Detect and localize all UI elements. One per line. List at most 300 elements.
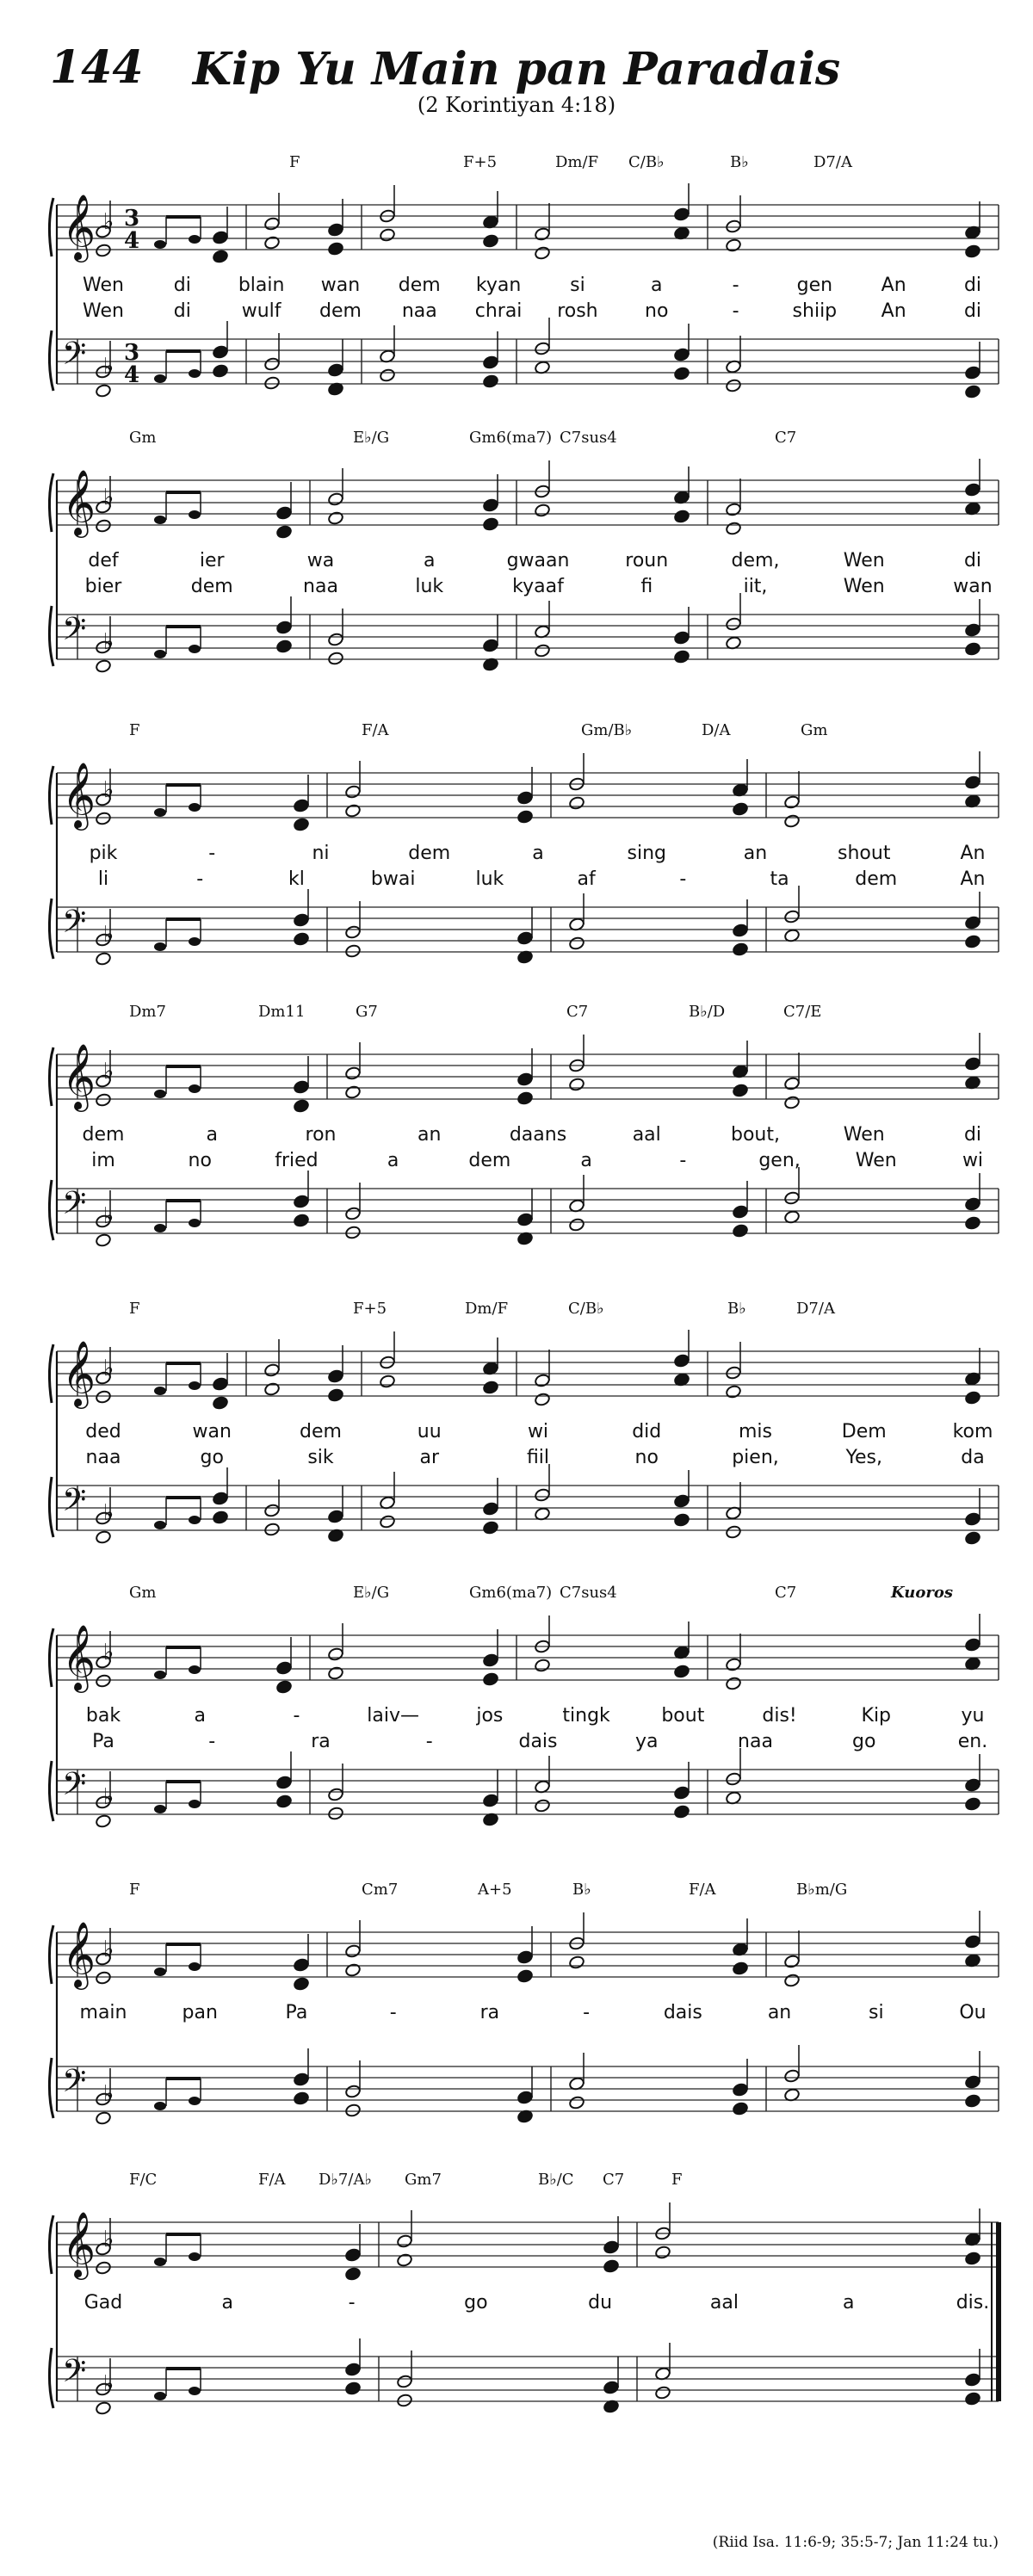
chord-symbol: C7 — [603, 2171, 625, 2189]
lyric-syllable: Dem — [841, 1421, 887, 1442]
key-signature-flat: ♭ — [103, 2227, 114, 2252]
note-head — [516, 2091, 533, 2105]
chord-symbol: C/B♭ — [568, 1300, 604, 1318]
note-head — [725, 522, 741, 536]
note-head — [725, 1677, 741, 1691]
lyric-syllable: dem — [855, 868, 898, 890]
note-head — [293, 799, 309, 813]
lyric-syllable: fiil — [526, 1447, 550, 1468]
lyric-syllable: af — [577, 868, 596, 890]
lyric-syllable: rosh — [557, 300, 598, 322]
note-head — [327, 1788, 343, 1802]
bass-clef: 𝄢 — [62, 1482, 87, 1526]
note-head — [154, 1224, 166, 1232]
note-head — [673, 1513, 690, 1528]
lyric-syllable: gen — [796, 275, 833, 296]
chord-symbol: Dm/F — [465, 1300, 509, 1318]
lyric-syllable: wa — [306, 550, 335, 571]
note-head — [603, 2381, 619, 2395]
treble-clef: 𝄞 — [62, 2211, 96, 2277]
note-head — [212, 1492, 228, 1506]
note-head — [783, 795, 800, 810]
note-head — [964, 1935, 980, 1949]
lyric-syllable: ded — [85, 1421, 121, 1442]
note-head — [673, 1494, 690, 1509]
chord-symbol: F/A — [362, 721, 389, 739]
note-head — [673, 1805, 690, 1819]
key-signature-flat: ♭ — [103, 1500, 114, 1526]
note-head — [95, 1093, 111, 1108]
lyric-syllable: - — [348, 2292, 356, 2313]
note-head — [725, 238, 741, 253]
note-head — [154, 942, 166, 951]
lyric-syllable: dem, — [731, 550, 780, 571]
note-head — [964, 385, 980, 399]
hymn-title: Kip Yu Main pan Paradais — [192, 43, 841, 96]
treble-clef: 𝄞 — [62, 1921, 96, 1987]
section-label: Kuoros — [891, 1584, 953, 1602]
lyric-syllable: dem — [190, 576, 233, 597]
note-head — [344, 2267, 361, 2282]
note-head — [732, 1084, 748, 1098]
note-head — [293, 1977, 309, 1992]
note-head — [189, 2252, 201, 2261]
note-head — [212, 1377, 228, 1392]
note-head — [964, 1638, 980, 1652]
lyric-syllable: Wen — [843, 550, 885, 571]
system-brace — [49, 1344, 53, 1403]
chord-symbol: Dm11 — [258, 1003, 306, 1021]
lyric-syllable: naa — [401, 300, 437, 322]
note-head — [964, 2373, 980, 2388]
system-brace — [49, 2058, 53, 2118]
system-brace — [49, 1925, 53, 1984]
note-head — [212, 364, 228, 379]
treble-clef: 𝄞 — [62, 194, 96, 260]
note-head — [327, 242, 343, 256]
lyric-syllable: blain — [238, 275, 285, 296]
lyric-syllable: wan — [320, 275, 361, 296]
note-head — [154, 2102, 166, 2110]
note-head — [783, 1974, 800, 1988]
note-head — [212, 250, 228, 264]
key-signature-flat: ♭ — [103, 1937, 114, 1962]
note-head — [516, 1091, 533, 1106]
system-brace — [49, 899, 53, 959]
score-system — [49, 2171, 999, 2415]
note-head — [293, 913, 309, 928]
note-head — [154, 1521, 166, 1529]
note-head — [189, 1381, 201, 1390]
lyric-syllable: Ou — [959, 2002, 987, 2023]
chord-symbol: Dm7 — [129, 1003, 166, 1021]
system-brace — [49, 1180, 53, 1240]
note-head — [673, 348, 690, 362]
chord-symbol: D♭7/A♭ — [319, 2171, 372, 2189]
note-head — [725, 503, 741, 517]
note-head — [327, 1807, 343, 1821]
note-head — [673, 1354, 690, 1368]
note-head — [783, 2069, 800, 2084]
lyric-syllable: no — [634, 1447, 659, 1468]
lyric-syllable: luk — [475, 868, 504, 890]
note-head — [212, 345, 228, 360]
lyric-syllable: bak — [85, 1705, 121, 1727]
lyric-syllable: a — [194, 1705, 206, 1727]
lyric-syllable: a — [532, 843, 544, 864]
note-head — [516, 791, 533, 806]
note-head — [673, 1665, 690, 1679]
key-signature-flat: ♭ — [103, 2081, 114, 2107]
lyric-syllable: laiv— — [367, 1705, 420, 1727]
lyric-syllable: - — [196, 868, 204, 890]
system-brace — [49, 606, 53, 666]
note-head — [293, 932, 309, 947]
lyric-syllable: dem — [398, 275, 441, 296]
key-signature-flat: ♭ — [103, 1203, 114, 1229]
note-head — [396, 2394, 412, 2408]
note-head — [673, 1786, 690, 1801]
lyric-syllable: Gad — [84, 2292, 123, 2313]
note-head — [275, 1776, 292, 1790]
note-head — [379, 368, 395, 383]
lyric-syllable: no — [188, 1150, 212, 1171]
chord-symbol: G7 — [356, 1003, 378, 1021]
lyric-syllable: Kip — [861, 1705, 892, 1727]
lyric-syllable: a — [206, 1124, 218, 1146]
note-head — [568, 2096, 585, 2110]
lyric-syllable: an — [418, 1124, 442, 1146]
note-head — [534, 1488, 550, 1503]
note-head — [964, 1531, 980, 1546]
note-head — [964, 623, 980, 638]
note-head — [189, 510, 201, 519]
treble-staff — [57, 2211, 999, 2280]
note-head — [964, 935, 980, 949]
lyric-syllable: dis. — [956, 2292, 990, 2313]
note-head — [534, 503, 550, 518]
lyric-syllable: gen, — [758, 1150, 801, 1171]
note-head — [732, 924, 748, 938]
note-head — [344, 1207, 361, 1221]
key-signature-flat: ♭ — [103, 1784, 114, 1810]
chord-symbol: Cm7 — [362, 1881, 399, 1899]
note-head — [95, 519, 111, 534]
note-head — [396, 2375, 412, 2389]
note-head — [964, 916, 980, 930]
note-head — [95, 1390, 111, 1405]
note-head — [293, 1958, 309, 1973]
lyric-syllable: di — [963, 1124, 982, 1146]
chord-symbol: F — [129, 1881, 140, 1899]
note-head — [293, 818, 309, 832]
lyric-syllable: wan — [953, 576, 993, 597]
lyric-syllable: di — [173, 300, 191, 322]
lyric-syllable: dis! — [762, 1705, 797, 1727]
chord-symbol: F — [129, 721, 140, 739]
note-head — [379, 1515, 395, 1529]
note-head — [275, 1795, 292, 1809]
note-head — [732, 1961, 748, 1976]
lyric-syllable: go — [200, 1447, 224, 1468]
lyric-syllable: naa — [85, 1447, 121, 1468]
note-head — [212, 231, 228, 245]
lyric-syllable: ta — [770, 868, 789, 890]
chord-symbol: D7/A — [813, 153, 852, 171]
lyric-syllable: iit, — [743, 576, 768, 597]
chord-symbol: F/A — [258, 2171, 286, 2189]
note-head — [725, 617, 741, 632]
lyric-syllable: luk — [415, 576, 444, 597]
lyric-syllable: gwaan — [506, 550, 570, 571]
score-system — [49, 429, 999, 673]
note-head — [275, 1661, 292, 1676]
score-system — [49, 1881, 999, 2125]
note-head — [482, 355, 498, 370]
lyric-syllable: mis — [738, 1421, 773, 1442]
treble-clef: 𝄞 — [62, 469, 96, 535]
note-head — [516, 1213, 533, 1227]
lyric-syllable: dais — [518, 1731, 558, 1752]
chord-symbol: F/C — [129, 2171, 158, 2189]
note-head — [725, 379, 741, 393]
lyric-syllable: da — [961, 1447, 985, 1468]
note-head — [344, 804, 361, 819]
note-head — [154, 1671, 166, 1679]
note-head — [964, 2392, 980, 2406]
lyric-syllable: ni — [312, 843, 330, 864]
lyric-syllable: go — [852, 1731, 876, 1752]
note-head — [95, 2401, 111, 2416]
note-head — [293, 2091, 309, 2106]
time-signature: 4 — [124, 362, 140, 388]
lyric-syllable: an — [767, 2002, 792, 2023]
note-head — [95, 952, 111, 967]
chord-symbol: D7/A — [796, 1300, 835, 1318]
lyric-syllable: di — [173, 275, 191, 296]
treble-clef: 𝄞 — [62, 1340, 96, 1406]
note-head — [732, 2102, 748, 2116]
note-head — [964, 244, 980, 259]
lyric-syllable: pan — [182, 2002, 218, 2023]
note-head — [344, 785, 361, 800]
lyric-syllable: main — [79, 2002, 127, 2023]
note-head — [654, 2386, 671, 2400]
treble-staff — [57, 1624, 999, 1693]
note-head — [534, 1374, 550, 1388]
note-head — [732, 942, 748, 957]
note-head — [154, 2392, 166, 2400]
note-head — [154, 240, 166, 249]
bass-clef: 𝄢 — [62, 904, 87, 948]
lyric-syllable: bout — [661, 1705, 705, 1727]
key-signature-flat: ♭ — [103, 2371, 114, 2397]
note-head — [516, 1950, 533, 1965]
chord-symbol: B♭ — [727, 1300, 746, 1318]
lyric-syllable: tingk — [562, 1705, 610, 1727]
note-head — [732, 802, 748, 817]
key-signature-flat: ♭ — [103, 485, 114, 510]
note-head — [344, 2103, 361, 2118]
note-head — [482, 1502, 498, 1517]
chord-symbol: Gm — [129, 1584, 157, 1602]
note-head — [344, 944, 361, 959]
note-head — [189, 1665, 201, 1674]
note-head — [725, 219, 741, 234]
lyric-syllable: kyan — [475, 275, 522, 296]
note-head — [154, 650, 166, 658]
note-head — [568, 936, 585, 951]
note-head — [964, 1197, 980, 1212]
chord-symbol: F — [671, 2171, 683, 2189]
system-brace — [49, 1047, 53, 1106]
lyric-syllable: bier — [84, 576, 122, 597]
lyric-syllable: jos — [476, 1705, 504, 1727]
treble-staff — [57, 194, 999, 263]
note-head — [482, 498, 498, 513]
note-head — [95, 1530, 111, 1545]
note-head — [534, 342, 550, 356]
chord-symbol: B♭m/G — [796, 1881, 848, 1899]
note-head — [673, 510, 690, 524]
note-head — [263, 217, 280, 232]
bass-clef: 𝄢 — [62, 1185, 87, 1229]
note-head — [379, 228, 395, 243]
system-brace — [49, 1628, 53, 1687]
chord-symbol: A+5 — [478, 1881, 512, 1899]
lyric-syllable: Wen — [83, 275, 124, 296]
hymn-number: 144 — [50, 41, 144, 94]
note-head — [154, 1090, 166, 1098]
lyric-syllable: daans — [509, 1124, 567, 1146]
note-head — [154, 2258, 166, 2266]
note-head — [95, 2261, 111, 2276]
note-head — [275, 1680, 292, 1695]
lyric-syllable: kom — [952, 1421, 993, 1442]
system-brace — [49, 473, 53, 532]
note-head — [344, 1944, 361, 1959]
lyric-syllable: - — [208, 843, 216, 864]
lyric-syllable: naa — [738, 1731, 773, 1752]
note-head — [673, 650, 690, 664]
note-head — [482, 1521, 498, 1535]
note-head — [482, 1653, 498, 1668]
chord-symbol: F — [289, 153, 300, 171]
lyric-syllable: wan — [192, 1421, 232, 1442]
chord-symbol: B♭ — [730, 153, 749, 171]
note-head — [189, 937, 201, 946]
time-signature: 3 — [124, 340, 140, 366]
note-head — [534, 1659, 550, 1673]
note-head — [396, 2253, 412, 2268]
time-signature: 3 — [124, 206, 140, 232]
note-head — [95, 244, 111, 258]
footer-reference: (Riid Isa. 11:6-9; 35:5-7; Jan 11:24 tu.) — [712, 2534, 999, 2551]
note-head — [964, 2075, 980, 2090]
lyric-syllable: aal — [709, 2292, 739, 2313]
note-head — [327, 1647, 343, 1662]
lyric-syllable: Pa — [285, 2002, 308, 2023]
bass-clef: 𝄢 — [62, 1766, 87, 1810]
note-head — [534, 1393, 550, 1407]
note-head — [964, 1216, 980, 1231]
lyric-syllable: ier — [199, 550, 225, 571]
lyric-syllable: ron — [305, 1124, 337, 1146]
system-brace — [49, 1761, 53, 1821]
lyric-syllable: dem — [319, 300, 362, 322]
note-head — [783, 1096, 800, 1110]
note-head — [154, 1968, 166, 1976]
chord-symbol: C7/E — [783, 1003, 822, 1021]
note-head — [327, 652, 343, 666]
chord-symbol: F/A — [689, 1881, 716, 1899]
lyric-syllable: Wen — [83, 300, 124, 322]
lyric-syllable: a — [221, 2292, 234, 2313]
lyric-syllable: yu — [961, 1705, 985, 1727]
note-head — [95, 1971, 111, 1986]
note-head — [725, 1385, 741, 1399]
note-head — [189, 803, 201, 812]
note-head — [783, 1077, 800, 1091]
note-head — [327, 363, 343, 378]
system-brace — [49, 2215, 53, 2274]
lyric-syllable: ra — [479, 2002, 500, 2023]
note-head — [95, 384, 111, 398]
chord-symbol: C7sus4 — [560, 429, 617, 447]
key-signature-flat: ♭ — [103, 629, 114, 655]
note-head — [568, 1955, 585, 1970]
note-head — [673, 207, 690, 222]
lyric-syllable: di — [963, 275, 982, 296]
note-head — [673, 367, 690, 381]
note-head — [516, 1072, 533, 1087]
lyric-syllable: naa — [303, 576, 338, 597]
note-head — [189, 2387, 201, 2395]
score-system — [49, 153, 999, 398]
note-head — [964, 483, 980, 497]
note-head — [482, 1672, 498, 1687]
note-head — [189, 1516, 201, 1524]
note-head — [189, 2097, 201, 2105]
treble-clef: 𝄞 — [62, 762, 96, 828]
lyric-syllable: roun — [625, 550, 669, 571]
note-head — [344, 2363, 361, 2377]
note-head — [212, 1396, 228, 1411]
note-head — [327, 1666, 343, 1681]
note-head — [154, 374, 166, 383]
treble-staff — [57, 469, 999, 538]
lyric-syllable: An — [881, 275, 906, 296]
note-head — [725, 1525, 741, 1540]
lyric-syllable: - — [679, 1150, 687, 1171]
lyric-syllable: bout, — [731, 1124, 780, 1146]
chord-symbol: C/B♭ — [628, 153, 665, 171]
lyric-syllable: wi — [962, 1150, 984, 1171]
note-head — [568, 1218, 585, 1232]
note-head — [263, 1382, 280, 1397]
chord-symbol: C7sus4 — [560, 1584, 617, 1602]
lyric-syllable: a — [580, 1150, 592, 1171]
note-head — [396, 2234, 412, 2249]
lyric-syllable: di — [963, 550, 982, 571]
score-system — [49, 1300, 999, 1545]
treble-clef: 𝄞 — [62, 1043, 96, 1109]
note-head — [964, 1797, 980, 1812]
note-head — [654, 2246, 671, 2260]
system-brace — [49, 1477, 53, 1537]
key-signature-flat: ♭ — [103, 922, 114, 948]
note-head — [964, 775, 980, 790]
